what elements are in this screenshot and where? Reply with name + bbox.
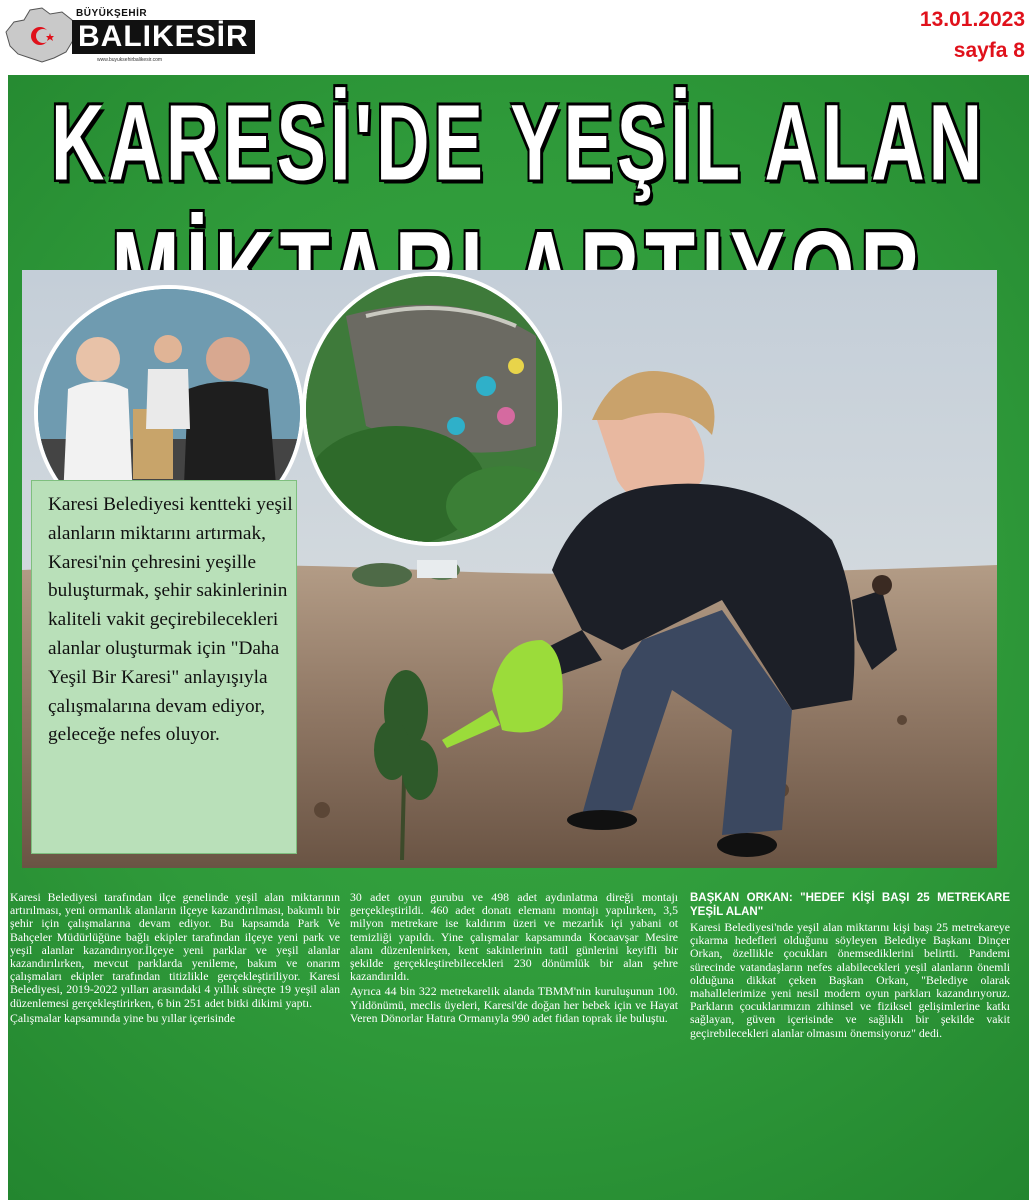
body-column-1 — [10, 891, 340, 1025]
subheading: BAŞKAN ORKAN: "HEDEF KİŞİ BAŞI 25 METREKARE YEŞİL ALAN" — [690, 892, 1010, 918]
body-paragraph: Karesi Belediyesi tarafından ilçe genelinde yeşil alan miktarının artırılması, yeni ormanlık alanların ilçeye kazandırılması, bakımlı bir şehir için çalışmalarına devam ediyor. Bu kapsamda Park Ve Bahçeler Müdürlüğüne bağlı ekipler tarafından ilçeye yeni park ve yeşil alanlar kazandırıyor.İlçeye yeni parklar ve yeşil alanlar kazandırılırken, mevcut parklarda yenileme, bakım ve onarım çalışmaları ekipler tarafından titizlikle gerçekleştiriliyor. Karesi Belediyesi, 2019-2022 yılları arasındaki 4 yıllık süreçte 19 yeşil alan düzenlemesi gerçekleştirirken, 6 bin 251 adet bitki dikimi yaptı. — [10, 890, 340, 1010]
masthead-url: www.buyuksehirbalikesir.com — [97, 57, 163, 63]
headline-line-1: KARESİ'DE YEŞİL ALAN — [50, 82, 987, 203]
body-paragraph: 30 adet oyun gurubu ve 498 adet aydınlatma direği montajı gerçekleştirildi. 460 adet donatı elemanı montajı yapılırken, 3,5 milyon metrekare ise kaldırım üzeri ve mezarlık içi yabani ot temizliği yapıldı. Yine çalışmalar kapsamında Kocaavşar Mesire alanı düzenlenirken, kent sakinlerinin tatil günlerini keyifli bir şekilde gerçekleştirebilecekleri 230 dönümlük bir alan şehre kazandırıldı. — [350, 890, 678, 984]
body-paragraph: Karesi Belediyesi'nde yeşil alan miktarını kişi başı 25 metrekareye çıkarma hedefleri olduğunu söyleyen Belediye Başkanı Dinçer Orkan, özellikle çocukları önemsediklerini belirtti. Pandemi sürecinde vatandaşların nefes alabilecekleri yeşil alanların önemli olduğuna dikkat çeken Başkan Orkan, "Belediye olarak mahallelerimize yeni nesil modern oyun parkları kazandırıyoruz. Parkların çocuklarımızın zihinsel ve fiziksel gelişimlerine katkı sağlayan, güven içerisinde ve sağlıklı bir şekilde vakit geçirebilecekleri alanlar olmasını önemsiyoruz" dedi. — [690, 920, 1010, 1040]
province-map-icon — [2, 2, 82, 64]
page-number: sayfa 8 — [953, 39, 1025, 62]
lead-box — [31, 480, 297, 854]
issue-date: 13.01.2023 — [919, 8, 1025, 31]
issue-info — [920, 4, 1025, 66]
masthead-title: BALIKESİR — [72, 20, 255, 54]
body-paragraph: Ayrıca 44 bin 322 metrekarelik alanda TBMM'nin kuruluşunun 100. Yıldönümü, meclis üyeleri, Karesi'de doğan her bebek için ve Hayat Veren Dönorlar Hatıra Ormanıyla 990 adet fidan toprak ile buluştu. — [350, 984, 678, 1025]
masthead-logo — [2, 2, 249, 64]
masthead-small-label: BÜYÜKŞEHİR — [76, 8, 148, 19]
inset-photo-park — [302, 272, 562, 546]
lead-text: Karesi Belediyesi kentteki yeşil alanların miktarını artırmak, Karesi'nin çehresini yeşille buluşturmak, şehir sakinlerinin kaliteli vakit geçirebilecekleri alanlar oluşturmak için "Daha Yeşil Bir Karesi" anlayışıyla çalışmalarına devam ediyor, geleceğe nefes oluyor. — [48, 494, 293, 746]
body-column-3 — [690, 891, 1010, 1040]
body-paragraph: Çalışmalar kapsamında yine bu yıllar içerisinde — [10, 1010, 236, 1025]
body-column-2 — [350, 891, 678, 1025]
